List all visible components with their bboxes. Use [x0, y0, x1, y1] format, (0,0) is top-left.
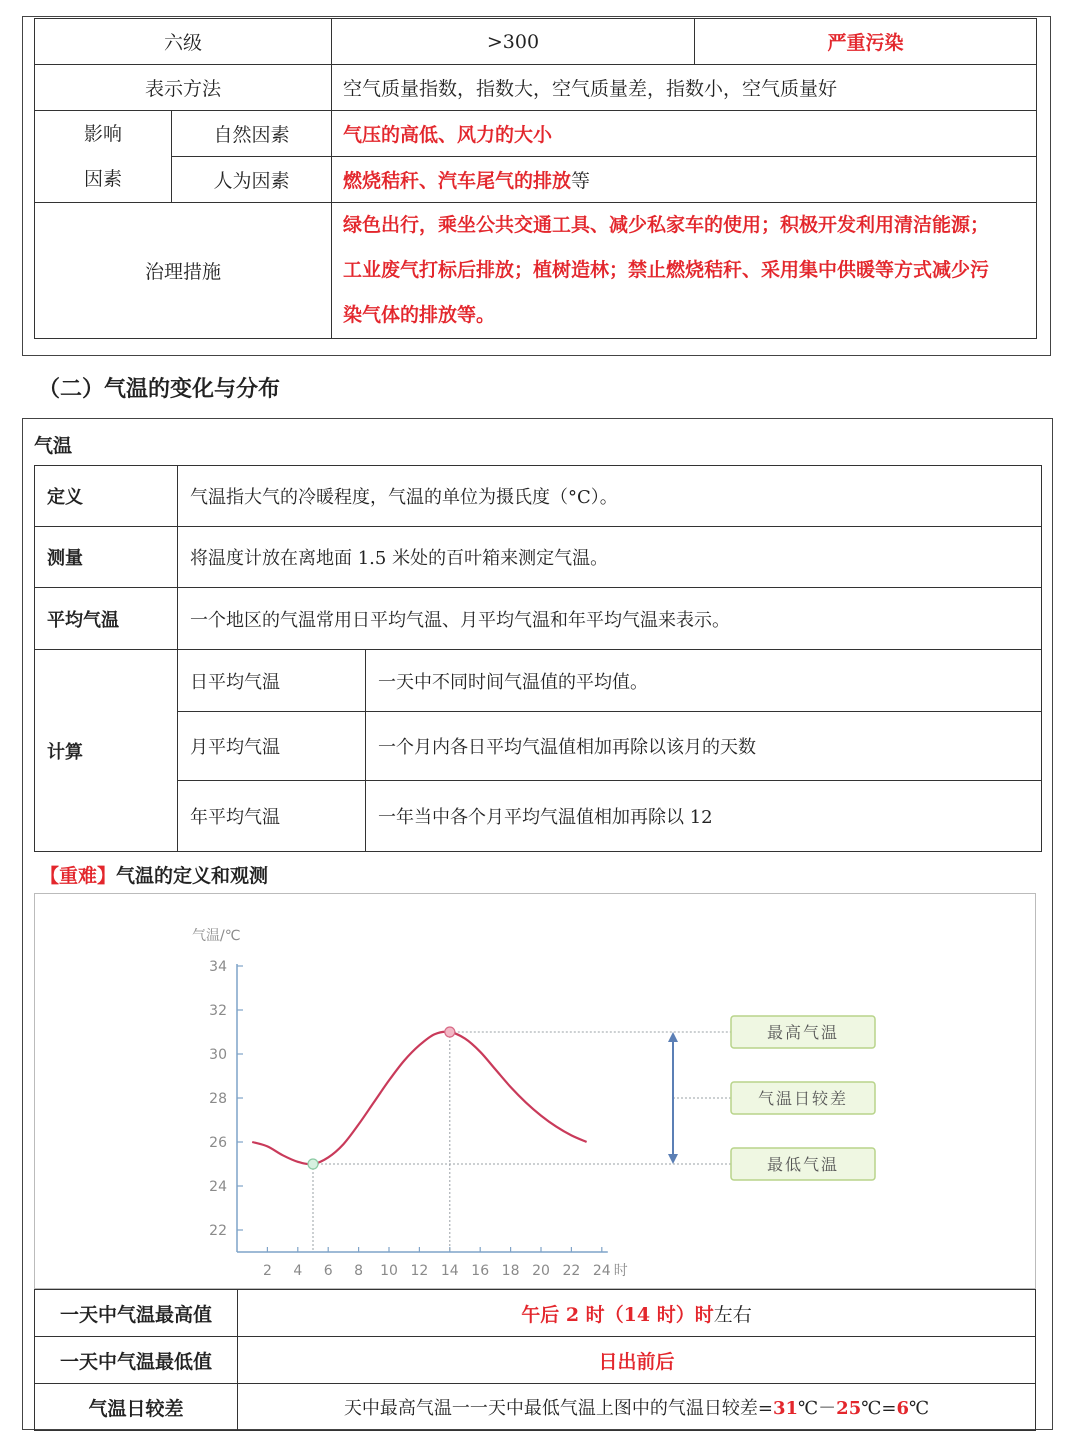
x-tick-label: 6: [323, 1263, 333, 1279]
level-range: >300: [331, 19, 694, 65]
measures-line-2: 工业废气打标后排放；植树造林；禁止燃烧秸秆、采用集中供暖等方式减少污: [342, 259, 989, 281]
y-tick-label: 26: [209, 1135, 227, 1151]
x-tick-label: 16: [471, 1263, 490, 1279]
y-tick-label: 34: [209, 959, 227, 975]
method-label: 表示方法: [35, 65, 332, 111]
annotation-min-label: 最低气温: [766, 1155, 840, 1174]
x-tick-label: 20: [532, 1263, 550, 1279]
calc-row-name: 月平均气温: [178, 712, 366, 781]
y-tick-label: 32: [209, 1003, 227, 1019]
measures-text: [331, 203, 1036, 339]
factor-label-line1: 影响: [83, 122, 122, 145]
calc-row-name: 日平均气温: [178, 650, 366, 712]
x-tick-label: 4: [293, 1263, 303, 1279]
min-label: 一天中气温最低值: [35, 1337, 238, 1384]
air-quality-table: [34, 18, 1037, 339]
x-tick-label: 22: [562, 1263, 581, 1279]
calc-row-name: 年平均气温: [178, 781, 366, 852]
y-tick-label: 30: [209, 1047, 227, 1063]
measures-line-3: 染气体的排放等。: [342, 304, 495, 326]
calc-label: 计算: [35, 650, 178, 852]
x-tick-label: 12: [410, 1263, 429, 1279]
x-tick-label: 8: [354, 1263, 364, 1279]
range-value-max: 31: [772, 1398, 799, 1419]
measure-label: 测量: [35, 527, 178, 588]
x-tick-label: 2: [262, 1263, 272, 1279]
range-text: [238, 1384, 1036, 1431]
range-unit-1: ℃－: [798, 1398, 837, 1419]
range-arrow-down: [668, 1154, 678, 1164]
human-text-suffix: 等: [571, 170, 591, 192]
temperature-series-line: [252, 1032, 586, 1164]
average-text: 一个地区的气温常用日平均气温、月平均气温和年平均气温来表示。: [178, 588, 1042, 650]
natural-label: 自然因素: [172, 111, 332, 157]
factor-label-line2: 因素: [83, 167, 122, 190]
x-tick-label: 14: [440, 1263, 459, 1279]
min-text: 日出前后: [238, 1337, 1036, 1384]
natural-text: 气压的高低、风力的大小: [331, 111, 1036, 157]
x-tick-label: 18: [501, 1263, 520, 1279]
range-arrow-up: [668, 1032, 678, 1042]
calc-row-desc: 一年当中各个月平均气温值相加再除以 12: [366, 781, 1042, 852]
human-label: 人为因素: [172, 157, 332, 203]
calc-row-desc: 一天中不同时间气温值的平均值。: [366, 650, 1042, 712]
key-section-title: [40, 861, 268, 888]
factor-label: [35, 111, 172, 203]
chart-box: [34, 893, 1036, 1289]
level-label: 六级: [35, 19, 332, 65]
range-value-min: 25: [836, 1398, 862, 1419]
temperature-chart: [35, 894, 1035, 1288]
range-unit-3: ℃: [908, 1398, 930, 1419]
key-title: 气温的定义和观测: [116, 865, 269, 887]
max-text-suffix: 左右: [713, 1303, 752, 1326]
y-tick-label: 24: [209, 1179, 227, 1195]
calc-row-desc: 一个月内各日平均气温值相加再除以该月的天数: [366, 712, 1042, 781]
range-unit-2: ℃=: [861, 1398, 897, 1419]
y-tick-label: 28: [209, 1091, 227, 1107]
temperature-table: [34, 465, 1042, 852]
definition-label: 定义: [35, 466, 178, 527]
section-title: （二）气温的变化与分布: [38, 376, 281, 402]
max-label: 一天中气温最高值: [35, 1290, 238, 1337]
y-tick-label: 22: [209, 1223, 227, 1239]
range-label: 气温日较差: [35, 1384, 238, 1431]
x-tick-label: 10: [380, 1263, 398, 1279]
min-point: [308, 1159, 318, 1169]
annotation-max-label: 最高气温: [766, 1023, 840, 1042]
daily-temperature-table: [34, 1289, 1036, 1431]
measure-text: 将温度计放在离地面 1.5 米处的百叶箱来测定气温。: [178, 527, 1042, 588]
y-axis-label: 气温/℃: [192, 928, 241, 944]
human-text-red: 燃烧秸秆、汽车尾气的排放: [342, 170, 571, 192]
range-prefix: 天中最高气温一一天中最低气温上图中的气温日较差=: [343, 1398, 773, 1419]
average-label: 平均气温: [35, 588, 178, 650]
max-text: [238, 1290, 1036, 1337]
level-status: 严重污染: [694, 19, 1036, 65]
key-bracket: 【重难】: [40, 865, 117, 887]
method-text: 空气质量指数，指数大，空气质量差，指数小，空气质量好: [331, 65, 1036, 111]
definition-text: 气温指大气的冷暖程度，气温的单位为摄氏度（°C）。: [178, 466, 1042, 527]
max-text-red: 午后 2 时（14 时）时: [521, 1303, 714, 1326]
temperature-caption: 气温: [34, 435, 73, 457]
measures-label: 治理措施: [35, 203, 332, 339]
x-axis-label: 时: [613, 1263, 628, 1279]
max-point: [445, 1027, 455, 1037]
measures-line-1: 绿色出行，乘坐公共交通工具、减少私家车的使用；积极开发利用清洁能源；: [342, 214, 989, 236]
human-text: [331, 157, 1036, 203]
x-tick-label: 24: [592, 1263, 611, 1279]
range-value-diff: 6: [896, 1398, 909, 1419]
annotation-range-label: 气温日较差: [757, 1089, 849, 1108]
